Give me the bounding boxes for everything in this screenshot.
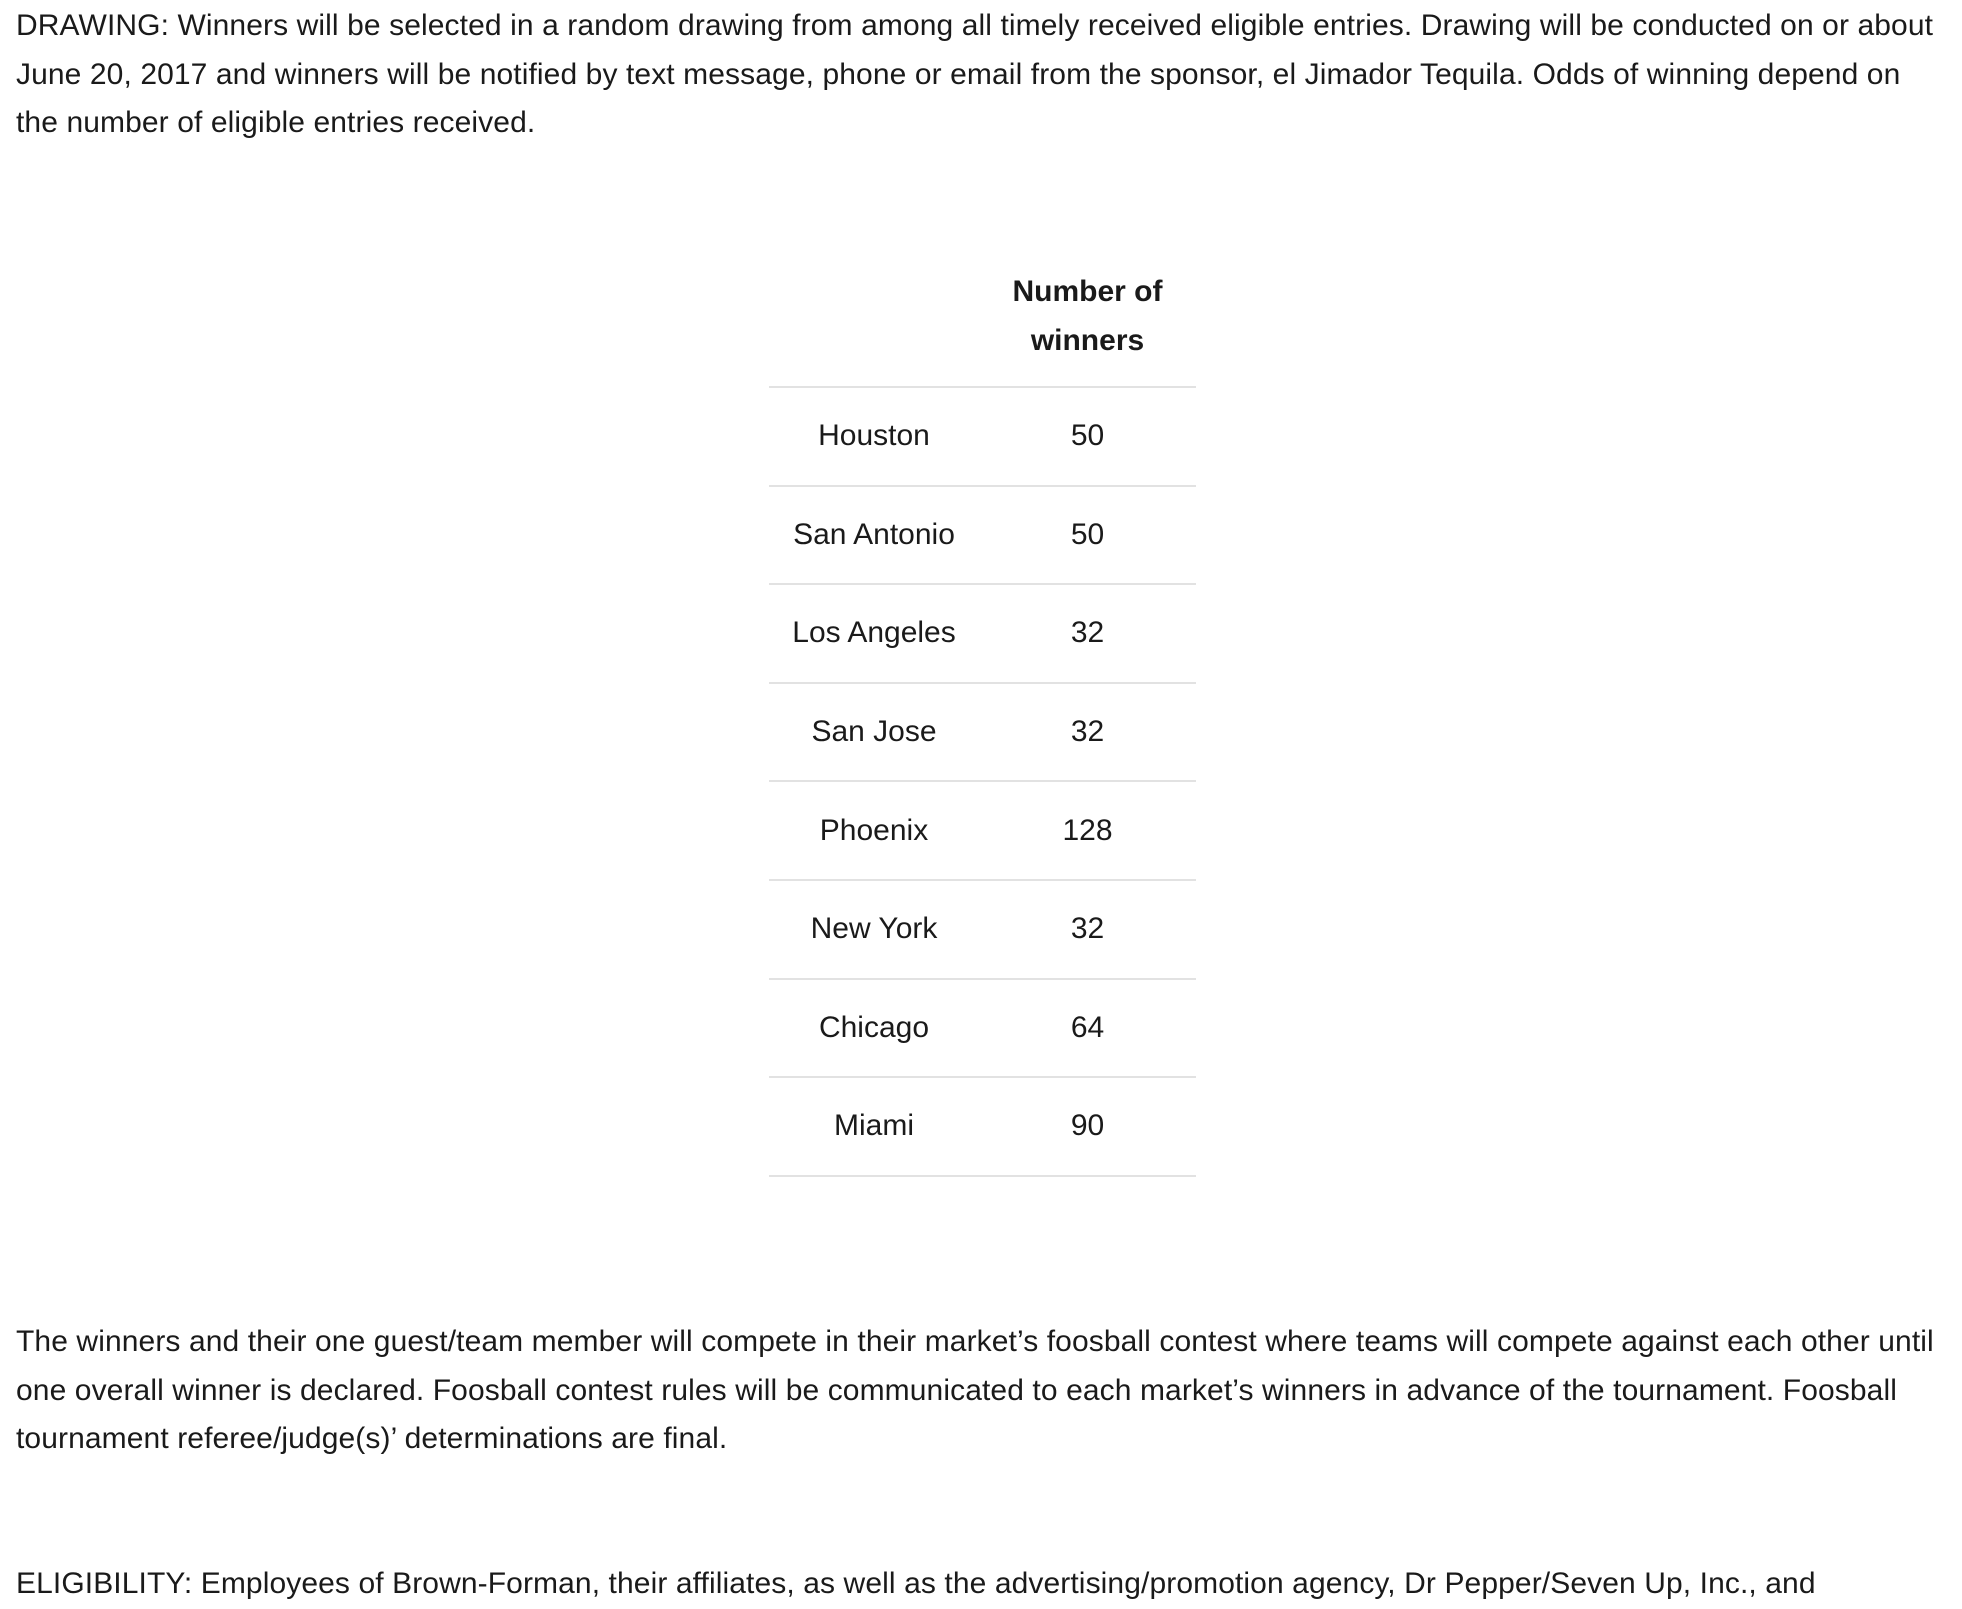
table-row: [769, 1077, 1196, 1176]
city-cell: Chicago: [769, 979, 979, 1078]
table-header-row: [769, 246, 1196, 387]
drawing-paragraph: DRAWING: Winners will be selected in a random drawing from among all timely received eligible entries. Drawing will be conducted on or about June 20, 2017 and winners will be notified by text message, phone or email from the sponsor, el Jimador Tequila. Odds of winning depend on the number of eligible entries received.: [16, 9, 1934, 139]
winners-cell: 64: [979, 979, 1196, 1078]
city-cell: Miami: [769, 1077, 979, 1176]
city-cell: New York: [769, 880, 979, 979]
eligibility-paragraph: ELIGIBILITY: Employees of Brown-Forman, their affiliates, as well as the advertising/promotion agency, Dr Pepper/Seven Up, Inc., and: [16, 1567, 1816, 1600]
city-cell: Houston: [769, 387, 979, 486]
table-header-number-of-winners: Number of winners: [979, 246, 1196, 387]
winners-cell: 90: [979, 1077, 1196, 1176]
winners-cell: 50: [979, 387, 1196, 486]
table-header-city: [769, 246, 979, 387]
city-cell: San Jose: [769, 683, 979, 782]
foosball-paragraph: The winners and their one guest/team member will compete in their market’s foosball contest where teams will compete against each other until one overall winner is declared. Foosball contest rules will be communicated to each market’s winners in advance of the tournament. Foosball tournament referee/judge(s)’ determinations are final.: [16, 1325, 1934, 1455]
table-row: [769, 979, 1196, 1078]
city-cell: Los Angeles: [769, 584, 979, 683]
winners-cell: 50: [979, 486, 1196, 585]
city-cell: San Antonio: [769, 486, 979, 585]
table-row: [769, 584, 1196, 683]
winners-table: [769, 246, 1196, 1177]
table-row: [769, 387, 1196, 486]
winners-cell: 128: [979, 781, 1196, 880]
table-row: [769, 683, 1196, 782]
winners-cell: 32: [979, 683, 1196, 782]
table-row: [769, 880, 1196, 979]
winners-cell: 32: [979, 880, 1196, 979]
city-cell: Phoenix: [769, 781, 979, 880]
winners-cell: 32: [979, 584, 1196, 683]
table-row: [769, 486, 1196, 585]
table-row: [769, 781, 1196, 880]
